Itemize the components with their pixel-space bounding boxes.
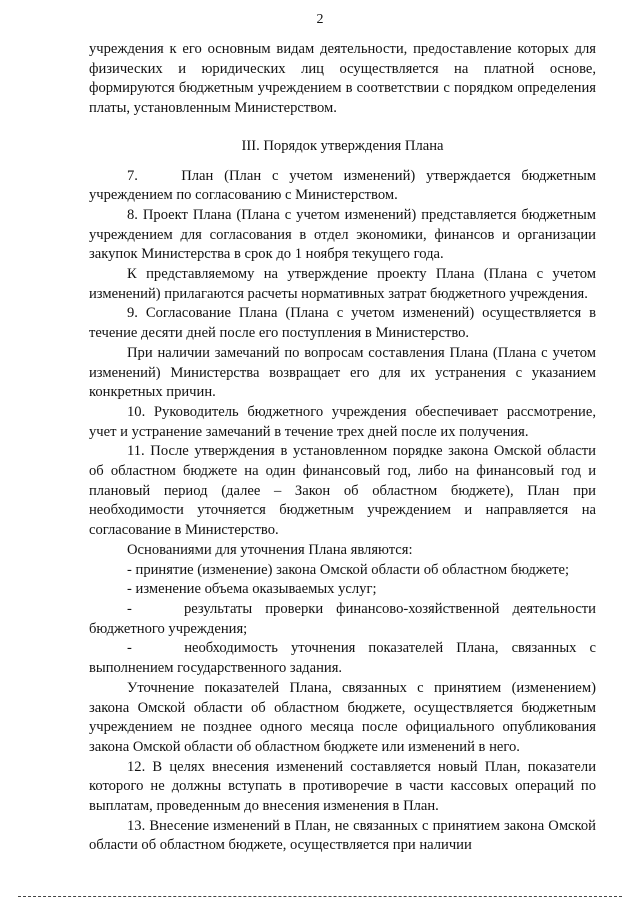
list-item: - изменение объема оказываемых услуг; xyxy=(127,581,377,598)
paragraph-9: 9. Согласование Плана (Плана с учетом изменений) осуществляется в течение десяти дней после его поступления в Министерство. xyxy=(89,305,596,342)
list-item: - необходимость уточнения показателей Плана, связанных с выполнением государственного задания. xyxy=(89,640,596,677)
paragraph-11-clarification: Уточнение показателей Плана, связанных с принятием (изменением) закона Омской области об областном бюджете, осуществляется бюджетным учреждением не позднее одного месяца после официального опубликования закона Омской области об областном бюджете или изменений в него. xyxy=(89,679,596,755)
paragraph-10: 10. Руководитель бюджетного учреждения обеспечивает рассмотрение, учет и устранение замечаний в течение трех дней после их получения. xyxy=(89,403,596,440)
paragraph-7: 7. План (План с учетом изменений) утверждается бюджетным учреждением по согласованию с Министерством. xyxy=(89,167,596,204)
list-item: - результаты проверки финансово-хозяйственной деятельности бюджетного учреждения; xyxy=(89,600,596,637)
page-number: 2 xyxy=(316,12,324,27)
section-heading: III. Порядок утверждения Плана xyxy=(241,137,444,154)
paragraph-9-remarks: При наличии замечаний по вопросам составления Плана (Плана с учетом изменений) Министерства возвращает его для их устранения с указанием конкретных причин. xyxy=(89,344,596,401)
grounds-intro: Основаниями для уточнения Плана являются: xyxy=(127,541,413,558)
paragraph-12: 12. В целях внесения изменений составляется новый План, показатели которого не должны вступать в противоречие в части кассовых операций по выплатам, проведенным до внесения изменения в План. xyxy=(89,758,596,815)
paragraph-8-attachments: К представляемому на утверждение проекту Плана (Плана с учетом изменений) прилагаются расчеты нормативных затрат бюджетного учреждения. xyxy=(89,266,596,302)
page-bottom-divider xyxy=(18,896,622,897)
opening-paragraph: учреждения к его основным видам деятельности, предоставление которых для физических и юридических лиц осуществляется на платной основе, формируются бюджетным учреждением в соответствии с порядком определения платы, установленным Министерством. xyxy=(89,41,596,117)
paragraph-11: 11. После утверждения в установленном порядке закона Омской области об областном бюджете на один финансовый год, либо на финансовый год и плановый период (далее – Закон об областном бюджете), План при необходимости уточняется бюджетным учреждением и направляется на согласование в Министерство. xyxy=(89,443,596,539)
document-body xyxy=(89,40,596,856)
list-item: - принятие (изменение) закона Омской области об областном бюджете; xyxy=(127,561,570,578)
paragraph-8: 8. Проект Плана (Плана с учетом изменений) представляется бюджетным учреждением для согласования в отдел экономики, финансов и организации закупок Министерства в срок до 1 ноября текущего года. xyxy=(89,206,596,263)
paragraph-13: 13. Внесение изменений в План, не связанных с принятием закона Омской области об областном бюджете, осуществляется при наличии xyxy=(89,817,596,854)
